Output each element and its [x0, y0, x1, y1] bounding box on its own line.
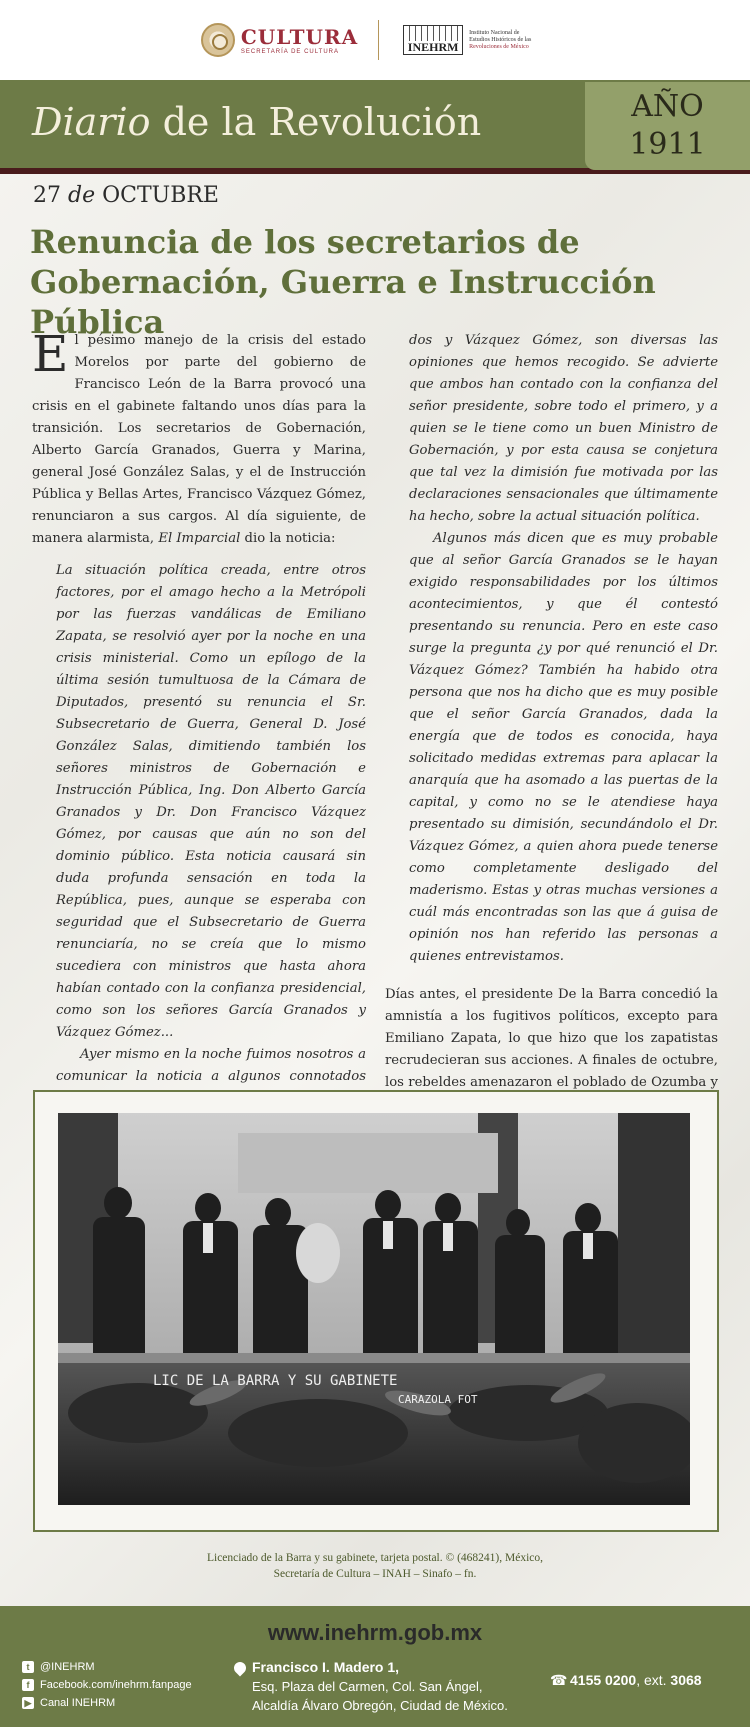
- cultura-logo[interactable]: [201, 23, 358, 57]
- drop-cap: E: [32, 325, 69, 383]
- location-pin-icon: [232, 1660, 249, 1677]
- phone-number[interactable]: [550, 1672, 702, 1688]
- title-italic: Diario: [32, 100, 151, 144]
- historical-photo: [58, 1113, 690, 1505]
- phone-main: 4155 0200: [570, 1672, 637, 1688]
- title-rest: de la Revolución: [150, 100, 482, 144]
- twitter-link[interactable]: [22, 1658, 192, 1676]
- address-line-3: Alcaldía Álvaro Obregón, Ciudad de México.: [252, 1698, 508, 1713]
- inehrm-logo[interactable]: [403, 25, 549, 55]
- quote-paragraph-3: dos y Vázquez Gómez, son diversas las opiniones que hemos recogido. Se advierte que ambos han contado con la confianza del señor presidente, sobre todo el primero, y a quien se le tiene como un buen Ministro de Gobernación, y por esta causa se conjetura que tal vez la dimisión fue motivada por las declaraciones sensacionales que últimamente ha hecho, sobre la actual situación política.: [409, 333, 718, 524]
- year-label: AÑO: [631, 89, 704, 124]
- address-line-1: Francisco I. Madero 1,: [252, 1659, 400, 1675]
- photographer-mark: CARAZOLA FOT: [398, 1393, 478, 1406]
- quote-paragraph-1: La situación política creada, entre otros factores, por el amago hecho a la Metrópoli por las fuerzas vandálicas de Emiliano Zapata, se resolvió ayer por la noche en una crisis ministerial. Como un epílogo de la última sesión tumultuosa de la Cámara de Diputados, presentó su renuncia el Sr. Subsecretario de Guerra, General D. José González Salas, dimitiendo también los señores ministros de Gobernación e Instrucción Pública, Ing. Don Alberto García Granados y Dr. Don Francisco Vázquez Gómez, por causas que aún no son del dominio público. Esta noticia causará sin duda profunda sensación en toda la República, pues, aunque se esperaba con seguridad que el Subsecretario de Guerra renunciaría, no se creía que lo mismo sucediera con ministros que hasta ahora habían contado con la confianza presidencial, como son los señores García Granados y Vázquez Gómez...: [56, 563, 366, 1040]
- date-de: de: [68, 183, 96, 208]
- newspaper-name: El Imparcial: [158, 531, 241, 546]
- website-link[interactable]: www.inehrm.gob.mx: [267, 1620, 483, 1645]
- article-date: [33, 183, 219, 208]
- cultura-name: CULTURA: [240, 25, 359, 49]
- article-headline: Renuncia de los secretarios de Gobernación, Guerra e Instrucción Pública: [30, 223, 656, 341]
- logo-divider: [378, 20, 379, 60]
- facebook-icon: f: [22, 1679, 34, 1691]
- date-month: OCTUBRE: [102, 183, 219, 208]
- facebook-url: Facebook.com/inehrm.fanpage: [40, 1679, 192, 1691]
- youtube-icon: ▶: [22, 1697, 34, 1709]
- twitter-handle: @INEHRM: [40, 1661, 95, 1673]
- intro-text: l pésimo manejo de la crisis del estado Morelos por parte del gobierno de Francisco León de la Barra provocó una crisis en el gabinete faltando unos días para la transición. Los secretarios de Gobernación, Alberto García Granados, Guerra y Marina, general José González Salas, y el de Instrucción Pública y Bellas Artes, Francisco Vázquez Gómez, renunciaron a sus cargos. Al día siguiente, de manera alarmista,: [32, 333, 366, 546]
- inehrm-acronym: INEHRM: [404, 41, 462, 54]
- inehrm-desc-line: Estudios Históricos de las: [469, 36, 532, 43]
- youtube-channel: Canal INEHRM: [40, 1697, 116, 1709]
- phone-ext: 3068: [670, 1672, 702, 1688]
- inehrm-description: [469, 30, 549, 51]
- twitter-icon: t: [22, 1661, 34, 1673]
- year-value: 1911: [629, 127, 706, 162]
- intro-paragraph: [32, 325, 366, 550]
- inehrm-desc-line: Revoluciones de México: [469, 43, 529, 50]
- youtube-link[interactable]: [22, 1694, 192, 1712]
- intro-text-end: dio la noticia:: [240, 531, 336, 546]
- phone-icon: ☎: [550, 1672, 568, 1688]
- quote-paragraph-2: Ayer mismo en la noche fuimos nosotros a comunicar la noticia a algunos connotados: [56, 1047, 366, 1084]
- facebook-link[interactable]: [22, 1676, 192, 1694]
- national-seal-icon: [201, 23, 235, 57]
- footer: [0, 1606, 750, 1727]
- address-line-2: Esq. Plaza del Carmen, Col. San Ángel,: [252, 1679, 483, 1694]
- closing-paragraph: Días antes, el presidente De la Barra concedió la amnistía a los fugitivos políticos, excepto para Emiliano Zapata, lo que hizo que los zapatistas recrudecieran sus acciones. A finales de octubre, los rebeldes amenazaron el poblado de Ozumba y: [385, 987, 718, 1090]
- date-day: 27: [33, 183, 61, 208]
- social-links: [22, 1658, 192, 1712]
- caption-line-1: Licenciado de la Barra y su gabinete, tarjeta postal. © (468241), México,: [206, 1552, 544, 1564]
- caption-line-2: Secretaría de Cultura – INAH – Sinafo – fn.: [273, 1568, 477, 1580]
- year-badge: [585, 82, 750, 170]
- photo-inscription: LIC DE LA BARRA Y SU GABINETE: [153, 1373, 398, 1389]
- cultura-subtitle: SECRETARÍA DE CULTURA: [240, 49, 339, 55]
- inehrm-desc-line: Instituto Nacional de: [469, 29, 520, 36]
- address: [252, 1658, 508, 1715]
- photo-caption: [0, 1550, 750, 1582]
- building-icon: [403, 25, 463, 55]
- publication-title: [32, 100, 481, 144]
- photo-illustration: [58, 1113, 690, 1505]
- phone-ext-label: , ext.: [636, 1672, 671, 1688]
- logos-header: [0, 0, 750, 80]
- quote-paragraph-4: Algunos más dicen que es muy probable que al señor García Granados se le hayan exigido responsabilidades por los últimos acontecimientos, y que él contestó presentando su renuncia. Pero en este caso surge la pregunta ¿y por qué renunció el Dr. Vázquez Gómez? También ha habido otra persona que nos ha dicho que es muy posible que el señor García Granados, dada la energía que de todos es conocida, haya solicitado medidas extremas para aplacar la anarquía que ha asomado a las puertas de la capital, y como no se le atendiese haya presentado su dimisión, secundándolo el Dr. Vázquez Gómez, a quien ahora puede tenerse como completamente desligado del maderismo. Estas y otras muchas versiones a cuál más encontradas son las que á guisa de opinión nos han referido las personas a quienes entrevistamos.: [409, 531, 718, 964]
